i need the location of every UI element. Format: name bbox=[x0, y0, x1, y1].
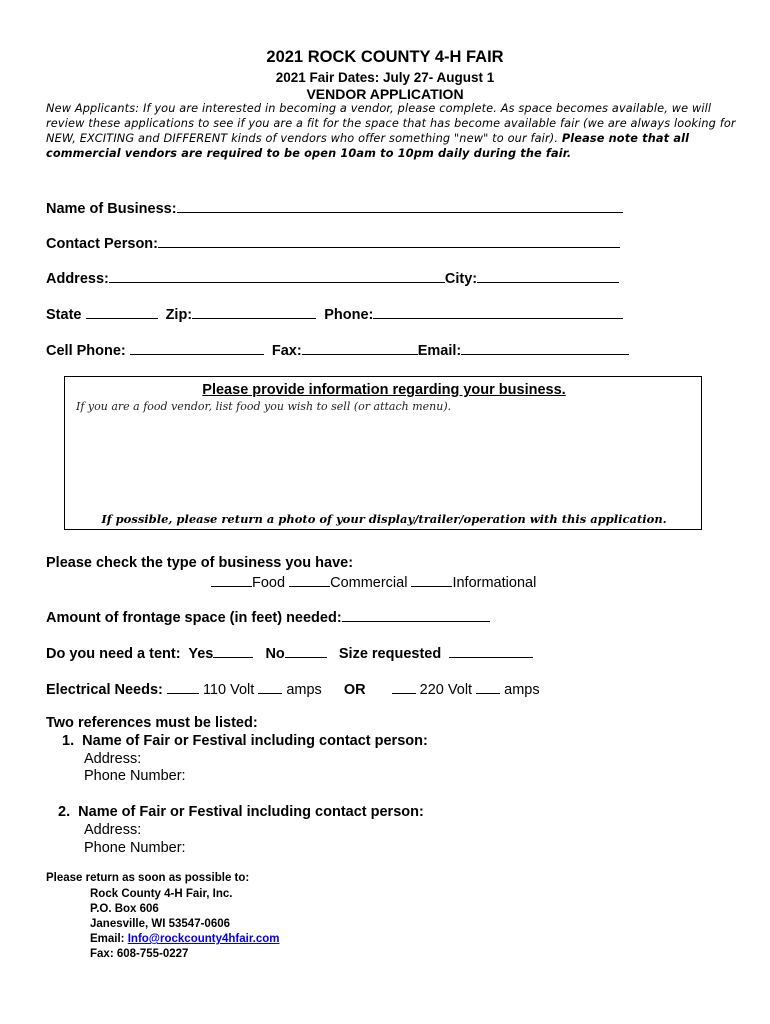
email-field[interactable] bbox=[461, 340, 629, 355]
tent-yes-field[interactable] bbox=[213, 643, 253, 658]
business-type-question: Please check the type of business you have: bbox=[46, 555, 354, 571]
reference-2-title: Name of Fair or Festival including contact person: bbox=[78, 804, 424, 820]
tent-question: Do you need a tent: bbox=[46, 646, 181, 662]
state-label: State bbox=[46, 307, 82, 323]
reference-1-title: Name of Fair or Festival including contact person: bbox=[82, 733, 428, 749]
reference-1-title-row bbox=[62, 733, 428, 749]
amps-220-field[interactable] bbox=[476, 679, 500, 694]
reference-1-phone: Phone Number: bbox=[84, 768, 186, 784]
food-checkbox[interactable] bbox=[211, 572, 252, 587]
frontage-question: Amount of frontage space (in feet) needed: bbox=[46, 610, 342, 626]
electrical-row bbox=[46, 679, 540, 698]
business-name-field[interactable] bbox=[177, 198, 623, 213]
tent-no-field[interactable] bbox=[285, 643, 327, 658]
reference-2-address: Address: bbox=[84, 822, 142, 838]
return-heading: Please return as soon as possible to: bbox=[46, 872, 250, 884]
cell-phone-field[interactable] bbox=[130, 340, 264, 355]
address-field[interactable] bbox=[109, 268, 445, 283]
tent-size-field[interactable] bbox=[449, 643, 533, 658]
references-heading: Two references must be listed: bbox=[46, 715, 258, 731]
tent-row bbox=[46, 643, 533, 662]
cell-fax-email-row bbox=[46, 340, 629, 359]
contact-person-row bbox=[46, 233, 620, 252]
volt-220-field[interactable] bbox=[392, 679, 416, 694]
email-label: Email: bbox=[417, 343, 462, 359]
reference-1-address: Address: bbox=[84, 751, 142, 767]
form-subtitle: VENDOR APPLICATION bbox=[306, 86, 464, 102]
address-row bbox=[46, 268, 619, 287]
city-label: City: bbox=[444, 271, 478, 287]
zip-field[interactable] bbox=[192, 304, 316, 319]
electrical-label: Electrical Needs: bbox=[46, 682, 163, 698]
reference-2-number: 2. bbox=[58, 804, 71, 820]
option-commercial: Commercial bbox=[330, 575, 408, 591]
intro-text: New Applicants: If you are interested in becoming a vendor, please complete. As space becomes available, we will review these applications to see if you are a fit for the space that has become available fair (we are always looking for NEW, EXCITING and DIFFERENT kinds of vendors who offer something "new" to our fair). bbox=[46, 102, 736, 145]
option-informational: Informational bbox=[452, 575, 537, 591]
reference-1-number: 1. bbox=[62, 733, 75, 749]
fax-field[interactable] bbox=[302, 340, 418, 355]
amps-110-field[interactable] bbox=[258, 679, 282, 694]
volt-110-field[interactable] bbox=[167, 679, 199, 694]
return-email-row bbox=[90, 932, 280, 947]
state-zip-phone-row bbox=[46, 304, 623, 323]
business-type-options bbox=[211, 572, 536, 591]
address-label: Address: bbox=[46, 271, 109, 287]
amps-220-label: amps bbox=[504, 682, 540, 698]
info-box-heading: Please provide information regarding your business. bbox=[202, 382, 566, 398]
photo-note: If possible, please return a photo of your display/trailer/operation with this application. bbox=[101, 512, 667, 526]
commercial-checkbox[interactable] bbox=[289, 572, 330, 587]
phone-field[interactable] bbox=[373, 304, 623, 319]
return-email-link[interactable]: Info@rockcounty4hfair.com bbox=[127, 933, 280, 945]
return-org: Rock County 4-H Fair, Inc. bbox=[90, 888, 233, 900]
return-email-label: Email: bbox=[90, 933, 125, 945]
phone-label: Phone: bbox=[324, 307, 374, 323]
frontage-row bbox=[46, 607, 490, 626]
fax-label: Fax: bbox=[271, 343, 302, 359]
electrical-or: OR bbox=[343, 682, 366, 698]
business-name-label: Name of Business: bbox=[46, 201, 177, 217]
city-field[interactable] bbox=[477, 268, 619, 283]
reference-2-title-row bbox=[58, 804, 424, 820]
business-info-box[interactable] bbox=[64, 376, 702, 530]
business-name-row bbox=[46, 198, 623, 217]
frontage-field[interactable] bbox=[342, 607, 490, 622]
option-food: Food bbox=[252, 575, 286, 591]
return-address-block bbox=[90, 887, 280, 962]
form-title: 2021 ROCK COUNTY 4-H FAIR bbox=[266, 48, 504, 66]
food-vendor-note: If you are a food vendor, list food you wish to sell (or attach menu). bbox=[76, 400, 452, 413]
return-po-box: P.O. Box 606 bbox=[90, 903, 159, 915]
tent-size-label: Size requested bbox=[338, 646, 442, 662]
volt-220-label: 220 Volt bbox=[419, 682, 473, 698]
volt-110-label: 110 Volt bbox=[202, 682, 255, 698]
tent-yes-label: Yes bbox=[188, 646, 214, 662]
contact-person-field[interactable] bbox=[158, 233, 620, 248]
informational-checkbox[interactable] bbox=[411, 572, 452, 587]
zip-label: Zip: bbox=[165, 307, 193, 323]
return-city-state: Janesville, WI 53547-0606 bbox=[90, 918, 231, 930]
cell-phone-label: Cell Phone: bbox=[46, 343, 126, 359]
intro-bold-note: Please note that all commercial vendors are required to be open 10am to 10pm daily during the fair. bbox=[46, 132, 690, 160]
fair-dates: 2021 Fair Dates: July 27- August 1 bbox=[275, 70, 495, 85]
tent-no-label: No bbox=[265, 646, 285, 662]
reference-2-phone: Phone Number: bbox=[84, 840, 186, 856]
contact-person-label: Contact Person: bbox=[46, 236, 158, 252]
amps-110-label: amps bbox=[286, 682, 322, 698]
state-field[interactable] bbox=[86, 304, 158, 319]
return-fax: Fax: 608-755-0227 bbox=[90, 948, 189, 960]
intro-paragraph bbox=[46, 101, 736, 161]
